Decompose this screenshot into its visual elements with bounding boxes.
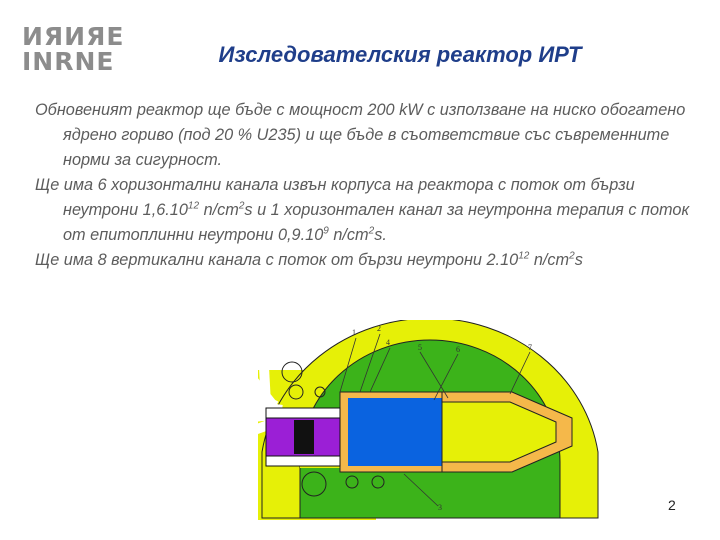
core-fuel-assemblies xyxy=(294,420,314,454)
logo-line-latin: INRNE xyxy=(22,47,115,76)
horizontal-channels-text-3: s и 1 хоризонтален канал за неутронна терапия с поток от епитоплинни неутрони 0,9.10 xyxy=(63,201,690,244)
slide-body xyxy=(35,98,695,273)
vertical-channels-text-1: Ще има 8 вертикални канала с поток от бързи неутрони 2.10 xyxy=(35,251,519,269)
superscript-unit: 2 xyxy=(238,200,245,212)
core-bottom-row xyxy=(266,456,340,466)
reactor-cross-section-diagram xyxy=(258,320,698,525)
superscript-unit: 2 xyxy=(368,225,375,237)
superscript-exponent: 12 xyxy=(187,200,200,212)
callout-label-3: 3 xyxy=(438,503,442,512)
horizontal-channels-text-4: n/cm xyxy=(328,226,369,244)
blue-graphite-block xyxy=(348,398,442,466)
logo-line-cyrillic: ИЯИЯЕ xyxy=(22,22,125,51)
page-number: 2 xyxy=(668,497,676,513)
callout-label-6: 6 xyxy=(456,345,460,354)
callout-label-4: 4 xyxy=(386,338,390,347)
horizontal-channels-text-1: Ще има 6 хоризонтални канала извън корпуса на реактора с поток от бързи неутрони 1,6.10 xyxy=(35,176,635,219)
superscript-unit: 2 xyxy=(569,250,575,262)
superscript-exponent: 9 xyxy=(323,225,329,237)
vertical-channels-text-3: s xyxy=(574,251,583,269)
superscript-exponent: 12 xyxy=(518,250,530,262)
inrne-logo xyxy=(22,22,125,76)
paragraph-power xyxy=(35,98,695,173)
paragraph-vertical-channels xyxy=(35,248,695,273)
vertical-channels-text-2: n/cm xyxy=(529,251,570,269)
slide-title: Изследователския реактор ИРТ xyxy=(218,42,582,67)
paragraph-horizontal-channels xyxy=(35,173,695,248)
callout-label-1: 1 xyxy=(352,328,356,337)
horizontal-channels-text-5: s. xyxy=(374,226,387,244)
callout-label-2: 2 xyxy=(377,324,381,333)
callout-label-7: 7 xyxy=(528,343,532,352)
horizontal-channels-text-2: n/cm xyxy=(199,201,239,219)
callout-label-5: 5 xyxy=(418,343,422,352)
core-top-row xyxy=(266,408,340,418)
paragraph-power-text: Обновеният реактор ще бъде с мощност 200 kW с използване на ниско обогатено ядрено гориво (под 20 % U235) и ще бъде в съответствие със съвременните норми за сигурност. xyxy=(35,101,686,169)
